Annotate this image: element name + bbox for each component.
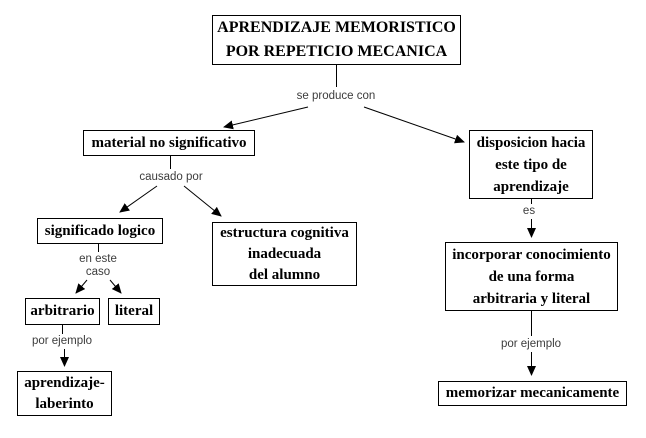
node-text-line: arbitraria y literal <box>472 290 591 307</box>
node-material-no-significativo[interactable] <box>83 130 255 156</box>
arrow-causado-por-to-estructura <box>184 186 221 216</box>
node-text-line: estructura cognitiva <box>220 224 349 241</box>
link-label-causado-por[interactable]: causado por <box>139 171 203 183</box>
node-disposicion-hacia[interactable] <box>469 130 593 199</box>
node-text-line: aprendizaje <box>493 178 569 195</box>
node-incorporar-conocimiento[interactable] <box>445 242 618 311</box>
arrow-se-produce-con-to-material <box>224 107 308 127</box>
link-label-es[interactable]: es <box>522 205 536 217</box>
node-text-line: este tipo de <box>495 156 567 173</box>
node-text-line: literal <box>114 303 154 319</box>
arrow-caso-to-arbitrario <box>76 280 87 293</box>
node-text-line: APRENDIZAJE MEMORISTICO <box>217 19 456 36</box>
node-aprendizaje-laberinto[interactable] <box>17 371 112 416</box>
link-label-en-este-caso[interactable] <box>79 253 117 279</box>
node-text-line: aprendizaje- <box>24 374 105 391</box>
node-text-line: incorporar conocimiento <box>452 246 611 263</box>
node-text-line: de una forma <box>488 268 575 285</box>
node-text-line: laberinto <box>35 395 94 412</box>
node-significado-logico[interactable] <box>37 218 163 244</box>
node-text-line: disposicion hacia <box>476 134 586 151</box>
link-label-por-ejemplo-right[interactable]: por ejemplo <box>500 338 562 350</box>
node-aprendizaje-memoristico[interactable] <box>212 15 461 65</box>
node-text-line: del alumno <box>248 266 321 283</box>
node-text-line: memorizar mecanicamente <box>445 385 620 401</box>
node-text-line: significado logico <box>44 222 156 239</box>
node-text-line: material no significativo <box>91 134 247 151</box>
node-arbitrario[interactable] <box>25 298 100 325</box>
arrow-causado-por-to-significado <box>120 186 157 212</box>
arrow-caso-to-literal <box>110 280 121 293</box>
link-label-line: caso <box>85 266 111 278</box>
link-label-por-ejemplo-left[interactable]: por ejemplo <box>31 335 93 347</box>
node-memorizar-mecanicamente[interactable] <box>438 381 627 406</box>
node-text-line: arbitrario <box>30 303 95 319</box>
node-text-line: inadecuada <box>247 245 322 262</box>
link-label-se-produce-con[interactable]: se produce con <box>296 90 376 102</box>
node-estructura-cognitiva[interactable] <box>212 222 357 286</box>
node-literal[interactable] <box>108 298 160 325</box>
arrow-se-produce-con-to-disposicion <box>364 107 464 142</box>
link-label-line: en este <box>79 253 117 265</box>
node-text-line: POR REPETICIO MECANICA <box>225 43 448 60</box>
